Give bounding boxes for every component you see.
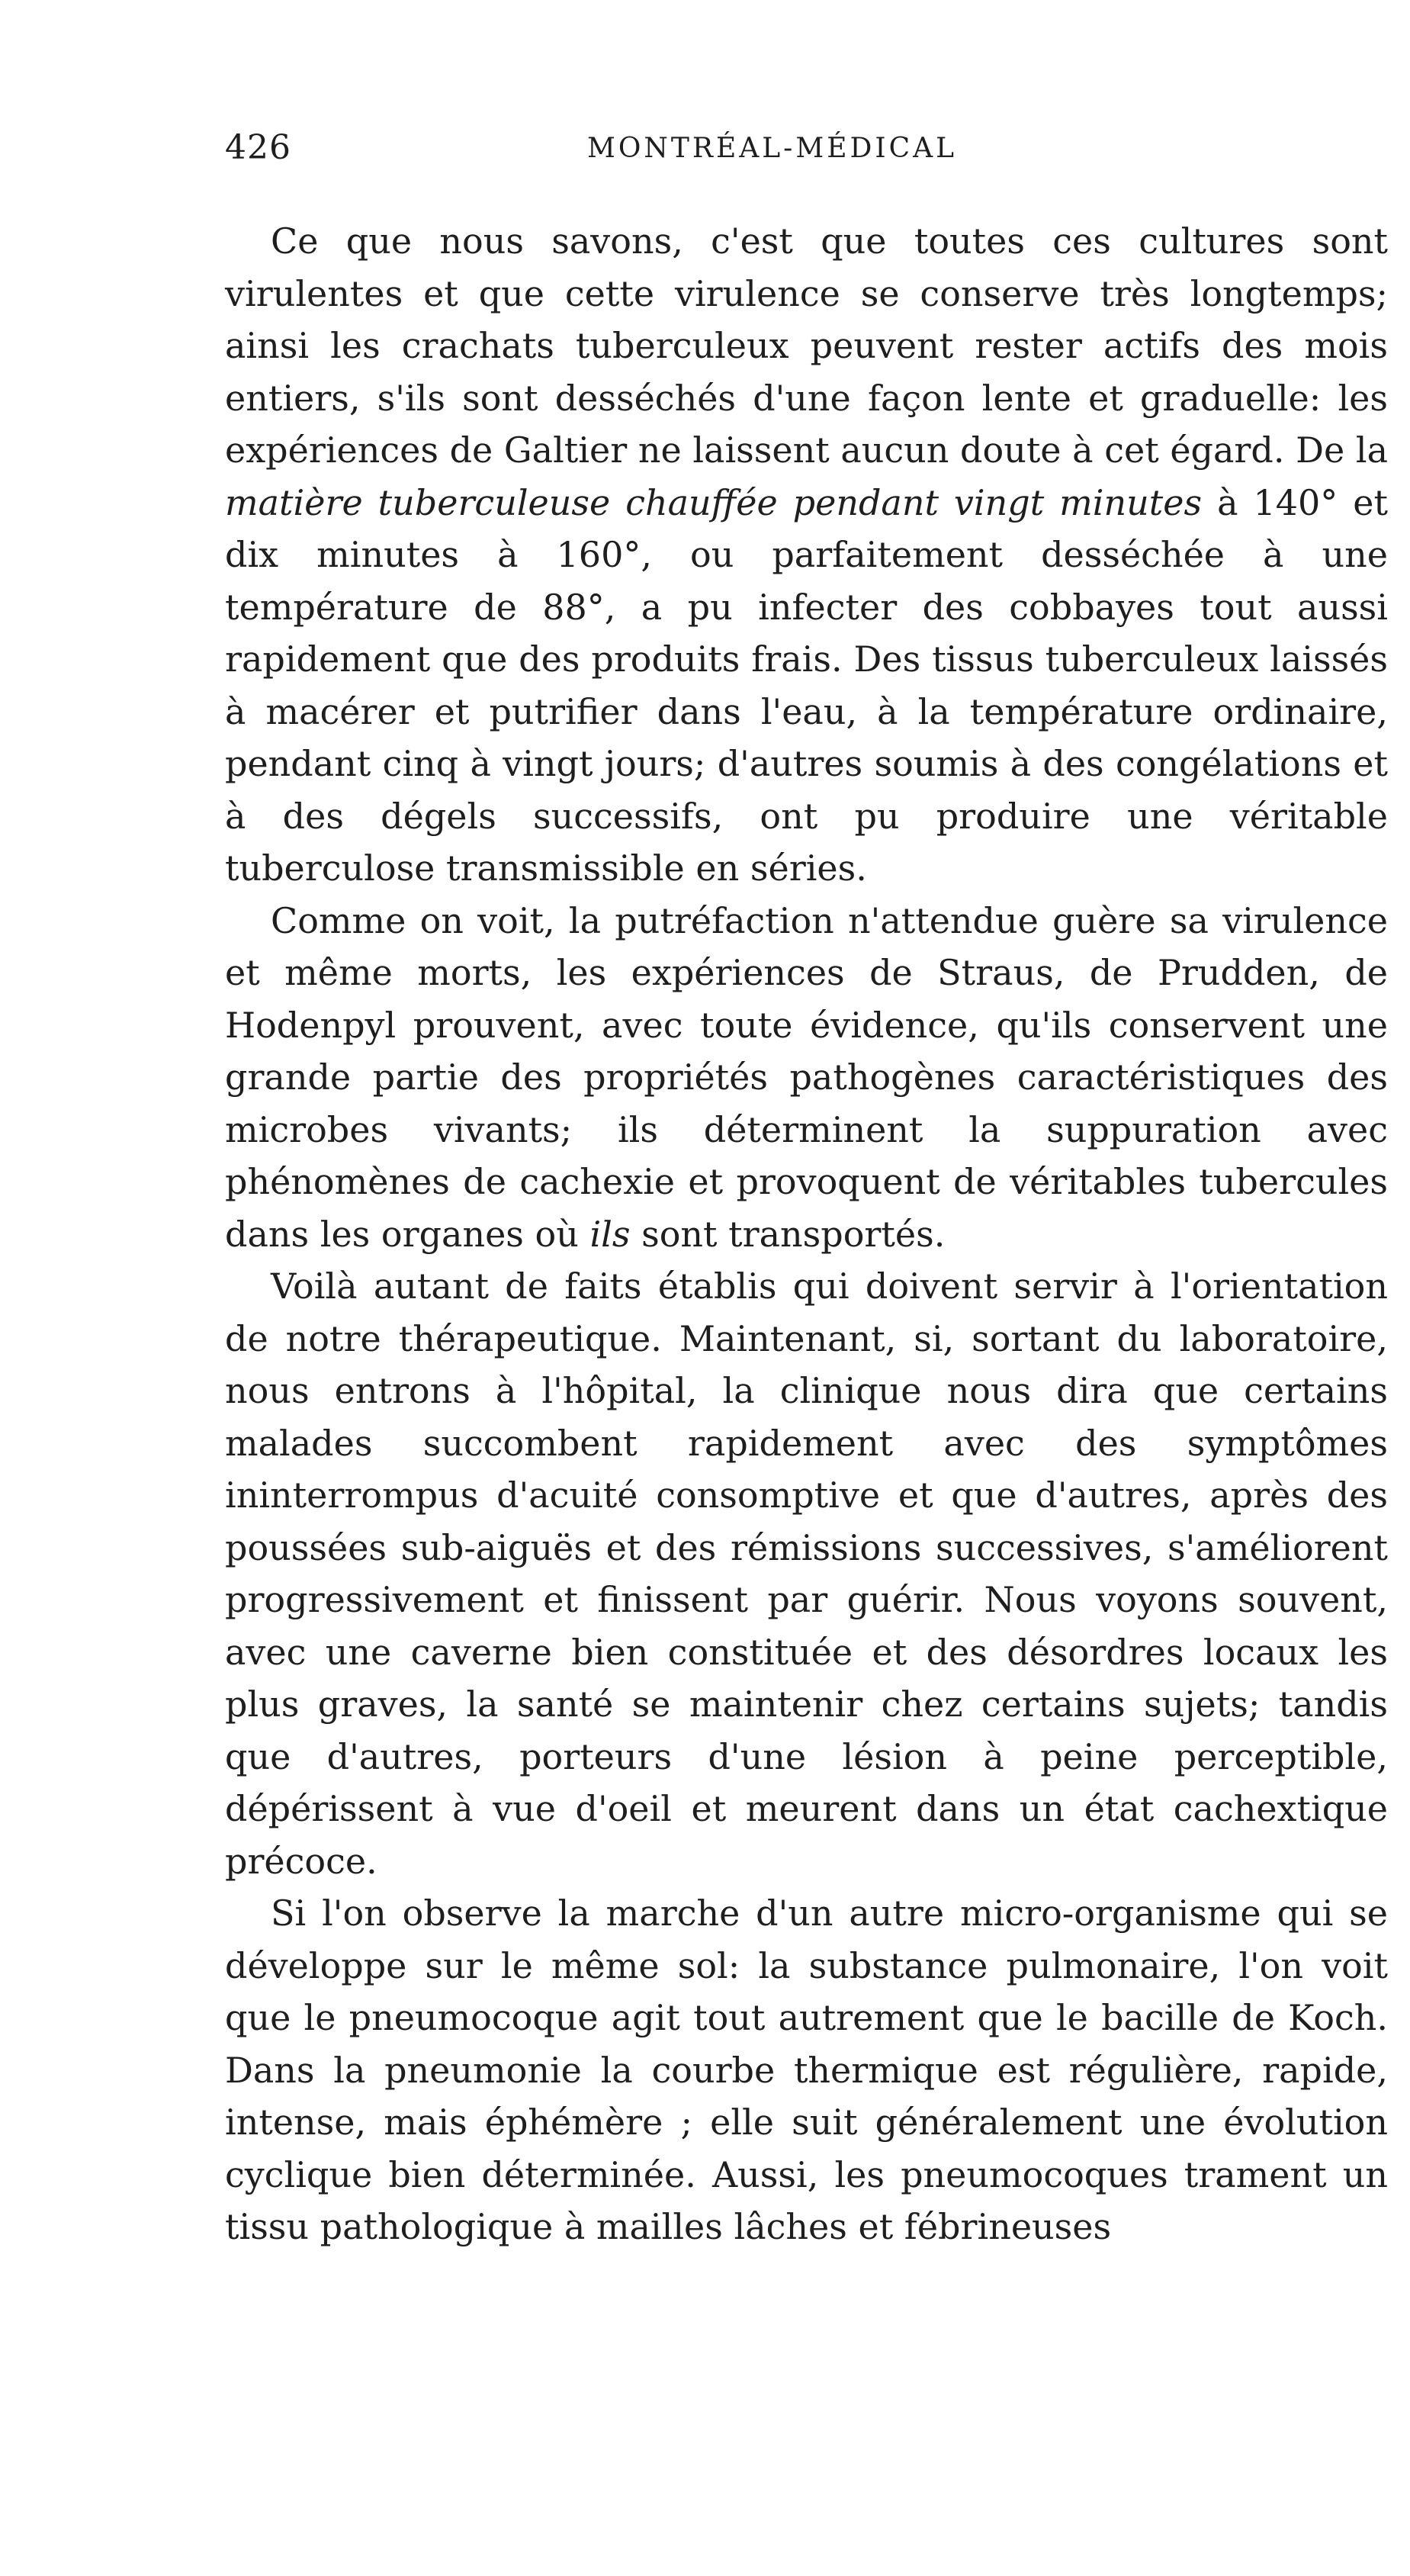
page-number: 426 xyxy=(225,128,291,167)
paragraph-text: Ce que nous savons, c'est que toutes ces cultures sont virulentes et que cette virulence se conserve très longtemps; ainsi les crachats tuberculeux peuvent rester actifs des mois entiers, s'ils sont desséchés d'une façon lente et graduelle: les expériences de Galtier ne laissent aucun doute à cet égard. De la xyxy=(225,220,1388,471)
paragraph-putrefaction xyxy=(225,895,1388,1261)
paragraph-therapeutics xyxy=(225,1260,1388,1887)
paragraph-text: Voilà autant de faits établis qui doivent servir à l'orientation de notre thérapeutique. Maintenant, si, sortant du laboratoire, nous entrons à l'hôpital, la clinique nous dira que certains malades succombent rapidement avec des symptômes ininterrompus d'acuité consomptive et que d'autres, après des poussées sub-aiguës et des rémissions successives, s'améliorent progressivement et finissent par guérir. Nous voyons souvent, avec une caverne bien constituée et des désordres locaux les plus graves, la santé se maintenir chez certains sujets; tandis que d'autres, porteurs d'une lésion à peine perceptible, dépérissent à vue d'oeil et meurent dans un état cachextique précoce. xyxy=(225,1265,1388,1882)
paragraph-text: sont transportés. xyxy=(630,1213,946,1255)
italic-word: ils xyxy=(589,1213,631,1255)
journal-title: MONTRÉAL-MÉDICAL xyxy=(587,133,958,164)
paragraph-text: Comme on voit, la putréfaction n'attendue guère sa virulence et même morts, les expériences de Straus, de Prudden, de Hodenpyl prouvent, avec toute évidence, qu'ils conservent une grande partie des propriétés pathogènes caractéristiques des microbes vivants; ils déterminent la suppuration avec phénomènes de cachexie et provoquent de véritables tubercules dans les organes où xyxy=(225,899,1388,1255)
body-text xyxy=(225,215,1388,2253)
paragraph-text: à 140° et dix minutes à 160°, ou parfaitement desséchée à une température de 88°, a pu infecter des cobbayes tout aussi rapidement que des produits frais. Des tissus tuberculeux laissés à macérer et putrifier dans l'eau, à la température ordinaire, pendant cinq à vingt jours; d'autres soumis à des congélations et à des dégels successifs, ont pu produire une véritable tuberculose transmissible en séries. xyxy=(225,481,1388,889)
italic-phrase: matière tuberculeuse chauffée pendant vingt minutes xyxy=(225,481,1203,523)
paragraph-text: Si l'on observe la marche d'un autre micro-organisme qui se développe sur le même sol: la substance pulmonaire, l'on voit que le pneumocoque agit tout autrement que le bacille de Koch. Dans la pneumonie la courbe thermique est régulière, rapide, intense, mais éphémère ; elle suit généralement une évolution cyclique bien déterminée. Aussi, les pneumocoques trament un tissu pathologique à mailles lâches et fébrineuses xyxy=(225,1893,1388,2247)
paragraph-pneumococcus xyxy=(225,1887,1388,2253)
running-head xyxy=(225,128,1388,182)
paragraph-culture-virulence xyxy=(225,215,1388,895)
